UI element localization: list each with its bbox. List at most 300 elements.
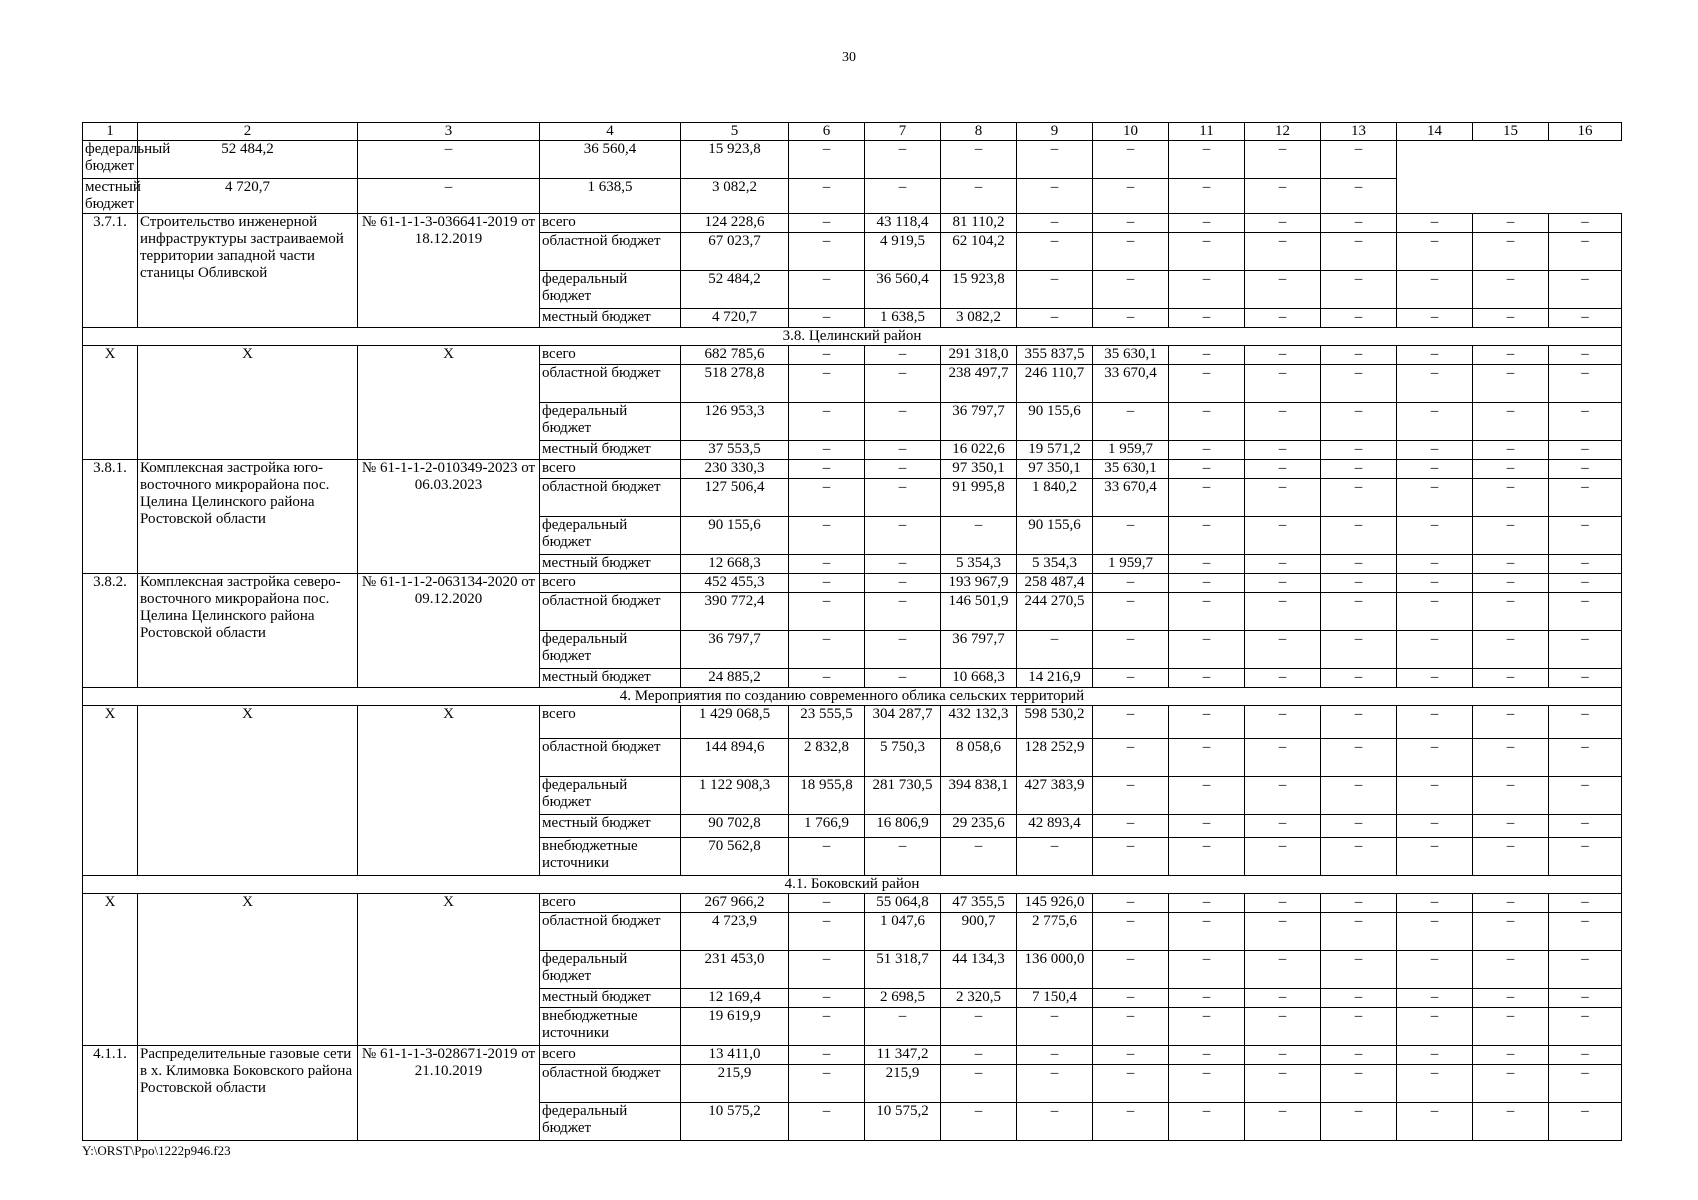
section-title: 4. Мероприятия по созданию современного облика сельских территорий xyxy=(83,688,1622,706)
funding-source-cell: местный бюджет xyxy=(540,555,681,574)
value-cell: 5 750,3 xyxy=(865,739,941,777)
value-cell: – xyxy=(865,669,941,688)
value-cell: 81 110,2 xyxy=(941,214,1017,233)
value-cell: – xyxy=(1397,214,1473,233)
column-header-13: 13 xyxy=(1321,123,1397,141)
value-cell: – xyxy=(1473,669,1549,688)
value-cell: 18 955,8 xyxy=(789,777,865,815)
value-cell: – xyxy=(1397,365,1473,403)
value-cell: – xyxy=(789,1103,865,1141)
value-cell: – xyxy=(1093,214,1169,233)
value-cell: – xyxy=(1473,517,1549,555)
table-row xyxy=(83,1046,1622,1065)
value-cell: – xyxy=(1169,346,1245,365)
value-cell: – xyxy=(1549,309,1622,328)
item-number-cell: 4.1.1. xyxy=(83,1046,138,1141)
value-cell: – xyxy=(1093,777,1169,815)
funding-source-cell: всего xyxy=(540,894,681,913)
value-cell: – xyxy=(1549,631,1622,669)
value-cell: – xyxy=(1169,1046,1245,1065)
value-cell: – xyxy=(1169,271,1245,309)
value-cell: – xyxy=(1549,214,1622,233)
value-cell: 51 318,7 xyxy=(865,951,941,989)
value-cell: – xyxy=(1017,1103,1093,1141)
value-cell: 90 155,6 xyxy=(1017,517,1093,555)
value-cell: 52 484,2 xyxy=(681,271,789,309)
value-cell: – xyxy=(865,838,941,876)
funding-source-cell: местный бюджет xyxy=(540,441,681,460)
value-cell: 4 723,9 xyxy=(681,913,789,951)
value-cell: – xyxy=(1093,631,1169,669)
registration-number-cell: № 61-1-1-2-010349-2023 от 06.03.2023 xyxy=(358,460,540,574)
value-cell: 90 155,6 xyxy=(1017,403,1093,441)
value-cell: 598 530,2 xyxy=(1017,706,1093,739)
table-row xyxy=(83,179,1622,214)
value-cell: 10 575,2 xyxy=(681,1103,789,1141)
value-cell: – xyxy=(1397,1103,1473,1141)
funding-source-cell: областной бюджет xyxy=(540,365,681,403)
section-row xyxy=(83,328,1622,346)
value-cell: 215,9 xyxy=(681,1065,789,1103)
value-cell: – xyxy=(1245,1065,1321,1103)
value-cell: – xyxy=(1245,706,1321,739)
funding-source-cell: всего xyxy=(540,460,681,479)
value-cell: – xyxy=(941,179,1017,214)
value-cell: 1 638,5 xyxy=(865,309,941,328)
value-cell: – xyxy=(1245,739,1321,777)
value-cell: – xyxy=(1245,460,1321,479)
value-cell: 127 506,4 xyxy=(681,479,789,517)
value-cell: – xyxy=(1549,403,1622,441)
value-cell: – xyxy=(1321,517,1397,555)
value-cell: – xyxy=(865,517,941,555)
value-cell: – xyxy=(1093,706,1169,739)
value-cell: – xyxy=(1473,460,1549,479)
value-cell: – xyxy=(1093,838,1169,876)
value-cell: – xyxy=(789,555,865,574)
value-cell: – xyxy=(1549,593,1622,631)
value-cell: – xyxy=(1093,309,1169,328)
value-cell: 70 562,8 xyxy=(681,838,789,876)
value-cell: 128 252,9 xyxy=(1017,739,1093,777)
value-cell: – xyxy=(1321,214,1397,233)
value-cell: – xyxy=(1549,460,1622,479)
column-header-9: 9 xyxy=(1017,123,1093,141)
registration-number-cell: № 61-1-1-3-028671-2019 от 21.10.2019 xyxy=(358,1046,540,1141)
value-cell: – xyxy=(1093,1008,1169,1046)
value-cell: – xyxy=(1017,309,1093,328)
value-cell: 1 840,2 xyxy=(1017,479,1093,517)
value-cell: – xyxy=(1093,989,1169,1008)
value-cell: – xyxy=(1093,593,1169,631)
value-cell: – xyxy=(789,593,865,631)
value-cell: – xyxy=(1321,593,1397,631)
value-cell: 2 320,5 xyxy=(941,989,1017,1008)
funding-source-cell: областной бюджет xyxy=(540,1065,681,1103)
value-cell: 682 785,6 xyxy=(681,346,789,365)
value-cell: 1 047,6 xyxy=(865,913,941,951)
value-cell: – xyxy=(789,365,865,403)
value-cell: 91 995,8 xyxy=(941,479,1017,517)
value-cell: 518 278,8 xyxy=(681,365,789,403)
value-cell: – xyxy=(789,989,865,1008)
value-cell: – xyxy=(1473,1065,1549,1103)
value-cell: – xyxy=(1093,574,1169,593)
value-cell: – xyxy=(1397,631,1473,669)
value-cell: – xyxy=(1169,669,1245,688)
value-cell: – xyxy=(1017,214,1093,233)
registration-number-cell: Х xyxy=(358,706,540,876)
value-cell: – xyxy=(1093,179,1169,214)
value-cell: – xyxy=(1473,271,1549,309)
value-cell: 238 497,7 xyxy=(941,365,1017,403)
object-name-cell: Х xyxy=(138,346,358,460)
value-cell: – xyxy=(1017,179,1093,214)
value-cell: – xyxy=(1397,441,1473,460)
value-cell: 14 216,9 xyxy=(1017,669,1093,688)
object-name-cell: Х xyxy=(138,894,358,1046)
value-cell: – xyxy=(1093,141,1169,179)
value-cell: 33 670,4 xyxy=(1093,365,1169,403)
value-cell: – xyxy=(789,346,865,365)
value-cell: – xyxy=(1321,555,1397,574)
value-cell: – xyxy=(941,1103,1017,1141)
value-cell: 42 893,4 xyxy=(1017,815,1093,838)
column-header-2: 2 xyxy=(138,123,358,141)
value-cell: – xyxy=(1093,894,1169,913)
value-cell: – xyxy=(1245,179,1321,214)
value-cell: – xyxy=(1017,631,1093,669)
value-cell: 16 022,6 xyxy=(941,441,1017,460)
section-row xyxy=(83,876,1622,894)
value-cell: 2 698,5 xyxy=(865,989,941,1008)
item-number-cell: Х xyxy=(83,894,138,1046)
value-cell: – xyxy=(1169,1065,1245,1103)
value-cell: – xyxy=(1169,1103,1245,1141)
value-cell: 29 235,6 xyxy=(941,815,1017,838)
value-cell: – xyxy=(1321,141,1397,179)
value-cell: 145 926,0 xyxy=(1017,894,1093,913)
value-cell: – xyxy=(1397,460,1473,479)
value-cell: – xyxy=(1473,574,1549,593)
value-cell: – xyxy=(1169,989,1245,1008)
value-cell: – xyxy=(865,1008,941,1046)
value-cell: – xyxy=(1321,309,1397,328)
value-cell: – xyxy=(865,141,941,179)
value-cell: – xyxy=(1397,1008,1473,1046)
value-cell: – xyxy=(865,460,941,479)
object-name-cell: Строительство инженерной инфраструктуры застраиваемой территории западной части станицы Обливской xyxy=(138,214,358,328)
value-cell: 43 118,4 xyxy=(865,214,941,233)
value-cell: – xyxy=(1169,309,1245,328)
value-cell: – xyxy=(1093,271,1169,309)
value-cell: – xyxy=(1245,441,1321,460)
value-cell: – xyxy=(1245,1046,1321,1065)
value-cell: – xyxy=(941,1046,1017,1065)
value-cell: – xyxy=(1473,214,1549,233)
value-cell: – xyxy=(865,555,941,574)
value-cell: – xyxy=(1397,346,1473,365)
funding-source-cell: внебюджетные источники xyxy=(540,1008,681,1046)
footer-file-path: Y:\ORST\Ppo\1222p946.f23 xyxy=(82,1143,231,1158)
funding-source-cell: федеральный бюджет xyxy=(83,141,138,179)
value-cell: – xyxy=(1169,555,1245,574)
value-cell: 12 169,4 xyxy=(681,989,789,1008)
registration-number-cell: № 61-1-1-2-063134-2020 от 09.12.2020 xyxy=(358,574,540,688)
value-cell: – xyxy=(789,1065,865,1103)
value-cell: – xyxy=(1473,913,1549,951)
value-cell: 230 330,3 xyxy=(681,460,789,479)
value-cell: 193 967,9 xyxy=(941,574,1017,593)
section-title: 4.1. Боковский район xyxy=(83,876,1622,894)
value-cell: – xyxy=(1017,1065,1093,1103)
value-cell: – xyxy=(1549,574,1622,593)
value-cell: – xyxy=(1321,460,1397,479)
value-cell: – xyxy=(1397,479,1473,517)
value-cell: – xyxy=(1473,894,1549,913)
value-cell: 432 132,3 xyxy=(941,706,1017,739)
funding-source-cell: местный бюджет xyxy=(83,179,138,214)
value-cell: 1 959,7 xyxy=(1093,555,1169,574)
table-row xyxy=(83,894,1622,913)
value-cell: – xyxy=(1397,989,1473,1008)
column-header-10: 10 xyxy=(1093,123,1169,141)
value-cell: – xyxy=(1169,739,1245,777)
value-cell: – xyxy=(1549,669,1622,688)
value-cell: – xyxy=(1549,989,1622,1008)
value-cell: – xyxy=(1397,913,1473,951)
value-cell: – xyxy=(1321,441,1397,460)
value-cell: – xyxy=(865,346,941,365)
page-number: 30 xyxy=(842,50,856,65)
value-cell: – xyxy=(1549,441,1622,460)
value-cell: 246 110,7 xyxy=(1017,365,1093,403)
value-cell: 62 104,2 xyxy=(941,233,1017,271)
value-cell: – xyxy=(1321,233,1397,271)
funding-source-cell: всего xyxy=(540,346,681,365)
value-cell: – xyxy=(1321,403,1397,441)
value-cell: – xyxy=(789,460,865,479)
value-cell: – xyxy=(1017,1008,1093,1046)
value-cell: – xyxy=(1321,631,1397,669)
value-cell: – xyxy=(1169,951,1245,989)
value-cell: – xyxy=(1473,706,1549,739)
value-cell: 13 411,0 xyxy=(681,1046,789,1065)
value-cell: 37 553,5 xyxy=(681,441,789,460)
value-cell: – xyxy=(1321,346,1397,365)
funding-source-cell: местный бюджет xyxy=(540,989,681,1008)
column-header-1: 1 xyxy=(83,123,138,141)
value-cell: – xyxy=(789,631,865,669)
value-cell: – xyxy=(1473,1103,1549,1141)
column-header-7: 7 xyxy=(865,123,941,141)
funding-source-cell: областной бюджет xyxy=(540,913,681,951)
value-cell: – xyxy=(1017,233,1093,271)
value-cell: – xyxy=(1017,271,1093,309)
value-cell: – xyxy=(1549,555,1622,574)
value-cell: – xyxy=(1321,739,1397,777)
funding-source-cell: федеральный бюджет xyxy=(540,777,681,815)
value-cell: – xyxy=(1321,1046,1397,1065)
value-cell: – xyxy=(1169,479,1245,517)
value-cell: – xyxy=(789,233,865,271)
value-cell: – xyxy=(1093,403,1169,441)
funding-source-cell: областной бюджет xyxy=(540,233,681,271)
value-cell: – xyxy=(358,179,540,214)
value-cell: – xyxy=(1169,815,1245,838)
funding-source-cell: всего xyxy=(540,214,681,233)
item-number-cell: 3.8.2. xyxy=(83,574,138,688)
item-number-cell: 3.7.1. xyxy=(83,214,138,328)
object-name-cell: Х xyxy=(138,706,358,876)
value-cell: – xyxy=(1473,593,1549,631)
value-cell: – xyxy=(1473,777,1549,815)
value-cell: – xyxy=(1169,777,1245,815)
funding-source-cell: всего xyxy=(540,574,681,593)
value-cell: – xyxy=(1017,838,1093,876)
value-cell: 2 832,8 xyxy=(789,739,865,777)
value-cell: – xyxy=(1093,233,1169,271)
value-cell: – xyxy=(789,894,865,913)
value-cell: – xyxy=(1017,1046,1093,1065)
value-cell: – xyxy=(1169,1008,1245,1046)
value-cell: – xyxy=(1549,913,1622,951)
value-cell: – xyxy=(1549,706,1622,739)
value-cell: – xyxy=(1549,1065,1622,1103)
column-header-6: 6 xyxy=(789,123,865,141)
funding-source-cell: федеральный бюджет xyxy=(540,271,681,309)
value-cell: 267 966,2 xyxy=(681,894,789,913)
value-cell: 355 837,5 xyxy=(1017,346,1093,365)
value-cell: – xyxy=(1473,739,1549,777)
value-cell: – xyxy=(1549,1046,1622,1065)
value-cell: – xyxy=(1397,838,1473,876)
value-cell: – xyxy=(1321,815,1397,838)
value-cell: – xyxy=(1245,1008,1321,1046)
funding-source-cell: федеральный бюджет xyxy=(540,403,681,441)
funding-source-cell: федеральный бюджет xyxy=(540,1103,681,1141)
value-cell: 4 919,5 xyxy=(865,233,941,271)
value-cell: 90 702,8 xyxy=(681,815,789,838)
value-cell: – xyxy=(1549,894,1622,913)
value-cell: – xyxy=(1245,141,1321,179)
value-cell: 124 228,6 xyxy=(681,214,789,233)
value-cell: – xyxy=(1245,951,1321,989)
value-cell: – xyxy=(865,365,941,403)
value-cell: – xyxy=(1245,631,1321,669)
value-cell: – xyxy=(1473,631,1549,669)
value-cell: – xyxy=(1245,233,1321,271)
value-cell: 97 350,1 xyxy=(1017,460,1093,479)
value-cell: – xyxy=(1321,706,1397,739)
value-cell: – xyxy=(1397,1046,1473,1065)
value-cell: – xyxy=(1473,346,1549,365)
value-cell: 36 560,4 xyxy=(540,141,681,179)
value-cell: – xyxy=(1397,309,1473,328)
value-cell: 19 571,2 xyxy=(1017,441,1093,460)
value-cell: – xyxy=(941,838,1017,876)
value-cell: – xyxy=(1093,1065,1169,1103)
funding-source-cell: федеральный бюджет xyxy=(540,631,681,669)
value-cell: 231 453,0 xyxy=(681,951,789,989)
value-cell: – xyxy=(1169,233,1245,271)
value-cell: 35 630,1 xyxy=(1093,460,1169,479)
value-cell: – xyxy=(1245,815,1321,838)
value-cell: – xyxy=(1321,271,1397,309)
value-cell: – xyxy=(1169,460,1245,479)
value-cell: 1 959,7 xyxy=(1093,441,1169,460)
value-cell: 4 720,7 xyxy=(138,179,358,214)
column-header-11: 11 xyxy=(1169,123,1245,141)
object-name-cell: Комплексная застройка юго-восточного микрорайона пос. Целина Целинского района Ростовской области xyxy=(138,460,358,574)
table-row xyxy=(83,460,1622,479)
value-cell: 10 575,2 xyxy=(865,1103,941,1141)
column-header-3: 3 xyxy=(358,123,540,141)
section-title: 3.8. Целинский район xyxy=(83,328,1622,346)
value-cell: – xyxy=(1549,271,1622,309)
value-cell: – xyxy=(1397,669,1473,688)
value-cell: – xyxy=(1473,403,1549,441)
value-cell: 23 555,5 xyxy=(789,706,865,739)
value-cell: – xyxy=(1169,838,1245,876)
value-cell: 90 155,6 xyxy=(681,517,789,555)
value-cell: – xyxy=(1321,951,1397,989)
value-cell: – xyxy=(1473,441,1549,460)
value-cell: – xyxy=(1169,441,1245,460)
value-cell: – xyxy=(1093,517,1169,555)
value-cell: – xyxy=(1321,365,1397,403)
table-row xyxy=(83,214,1622,233)
value-cell: – xyxy=(1549,777,1622,815)
value-cell: – xyxy=(941,141,1017,179)
value-cell: – xyxy=(1397,706,1473,739)
value-cell: – xyxy=(1549,951,1622,989)
value-cell: – xyxy=(789,669,865,688)
registration-number-cell: Х xyxy=(358,894,540,1046)
value-cell: – xyxy=(789,913,865,951)
value-cell: 1 638,5 xyxy=(540,179,681,214)
funding-source-cell: федеральный бюджет xyxy=(540,951,681,989)
value-cell: – xyxy=(865,441,941,460)
value-cell: 258 487,4 xyxy=(1017,574,1093,593)
value-cell: – xyxy=(1549,838,1622,876)
column-header-12: 12 xyxy=(1245,123,1321,141)
value-cell: 12 668,3 xyxy=(681,555,789,574)
value-cell: – xyxy=(1321,479,1397,517)
value-cell: 427 383,9 xyxy=(1017,777,1093,815)
value-cell: 4 720,7 xyxy=(681,309,789,328)
object-name-cell: Комплексная застройка северо-восточного микрорайона пос. Целина Целинского района Ростовской области xyxy=(138,574,358,688)
value-cell: – xyxy=(1321,1008,1397,1046)
funding-source-cell: всего xyxy=(540,1046,681,1065)
value-cell: – xyxy=(1473,1008,1549,1046)
value-cell: – xyxy=(865,403,941,441)
value-cell: – xyxy=(1397,739,1473,777)
value-cell: 36 797,7 xyxy=(941,631,1017,669)
value-cell: – xyxy=(1245,913,1321,951)
column-header-4: 4 xyxy=(540,123,681,141)
value-cell: 97 350,1 xyxy=(941,460,1017,479)
value-cell: – xyxy=(1321,777,1397,815)
item-number-cell: Х xyxy=(83,706,138,876)
value-cell: – xyxy=(1549,739,1622,777)
value-cell: – xyxy=(789,179,865,214)
value-cell: 47 355,5 xyxy=(941,894,1017,913)
value-cell: – xyxy=(1549,815,1622,838)
value-cell: – xyxy=(865,631,941,669)
value-cell: 36 797,7 xyxy=(681,631,789,669)
funding-source-cell: федеральный бюджет xyxy=(540,517,681,555)
